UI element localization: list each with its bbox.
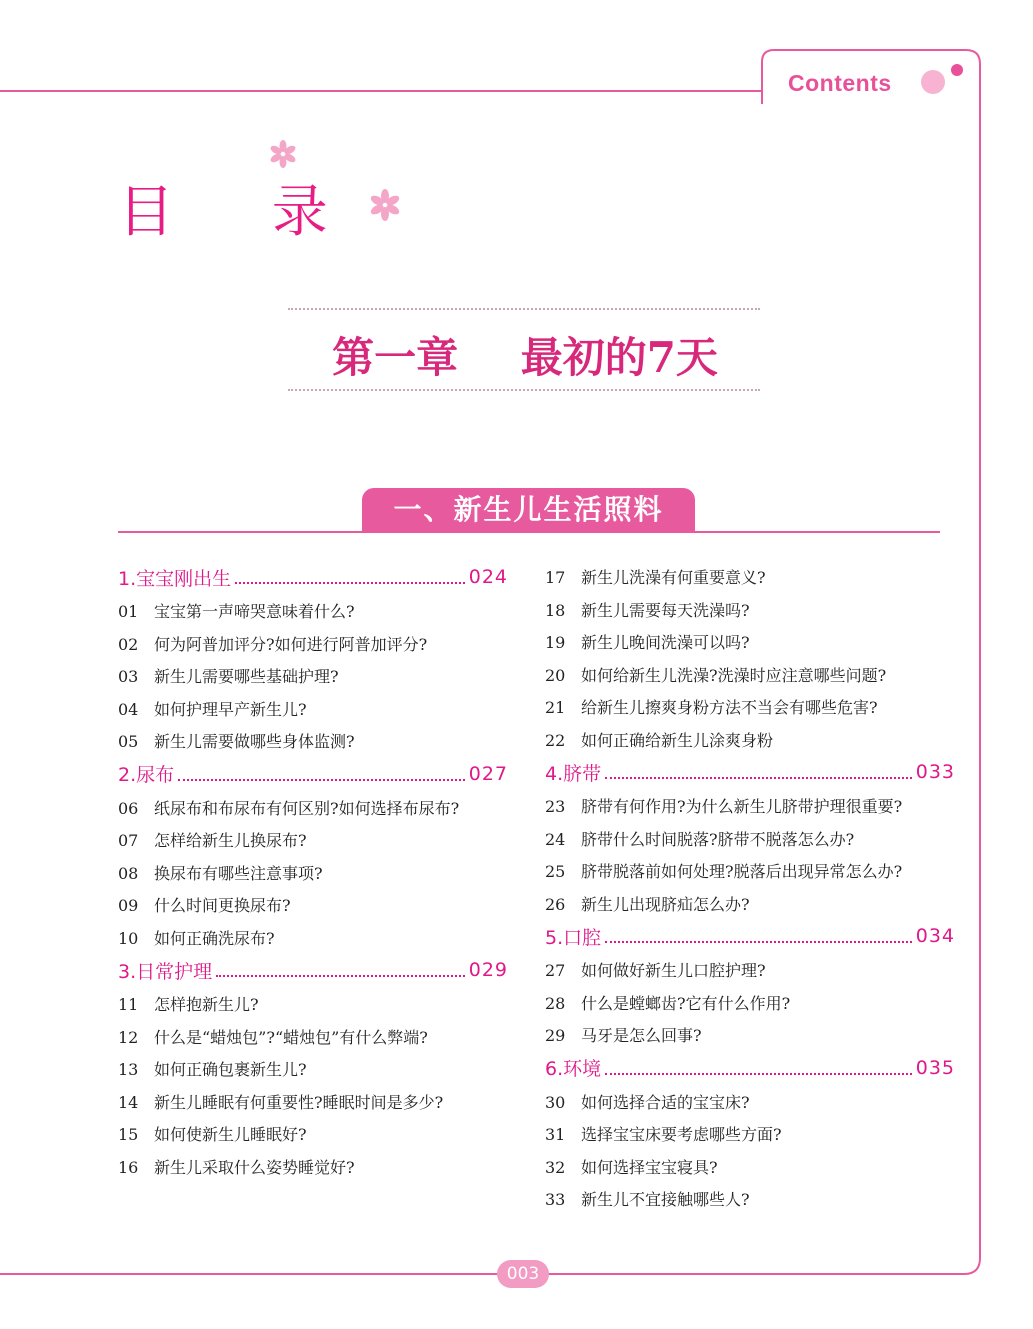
section-underline bbox=[118, 531, 940, 533]
toc-item[interactable] bbox=[545, 889, 955, 922]
toc-item-text: 如何做好新生儿口腔护理? bbox=[581, 961, 766, 980]
chapter-heading bbox=[290, 325, 760, 385]
toc-item-number: 12 bbox=[118, 1027, 139, 1047]
toc-item-text: 纸尿布和布尿布有何区别?如何选择布尿布? bbox=[154, 798, 460, 818]
toc-item-text: 如何正确洗尿布? bbox=[154, 928, 275, 948]
toc-item-text: 如何给新生儿洗澡?洗澡时应注意哪些问题? bbox=[581, 665, 887, 685]
toc-item-number: 19 bbox=[545, 633, 566, 652]
toc-item-text: 宝宝第一声啼哭意味着什么? bbox=[154, 602, 355, 621]
toc-category[interactable] bbox=[545, 921, 955, 951]
toc-item-text: 如何选择合适的宝宝床? bbox=[581, 1092, 750, 1112]
chapter-number: 第一章 bbox=[332, 333, 459, 382]
toc-item-text: 什么是“蜡烛包”?“蜡烛包”有什么弊端? bbox=[154, 1027, 428, 1047]
toc-category-name: 3.日常护理 bbox=[118, 960, 213, 983]
toc-item[interactable] bbox=[118, 890, 508, 923]
toc-item-number: 09 bbox=[118, 896, 139, 915]
toc-category-page: 024 bbox=[468, 566, 508, 588]
toc-item-number: 22 bbox=[545, 730, 566, 750]
contents-label: Contents bbox=[788, 70, 892, 96]
toc-item-text: 如何使新生儿睡眠好? bbox=[154, 1125, 307, 1144]
toc-item-text: 选择宝宝床要考虑哪些方面? bbox=[581, 1125, 782, 1144]
toc-item-text: 何为阿普加评分?如何进行阿普加评分? bbox=[154, 634, 428, 654]
toc-item-number: 23 bbox=[545, 797, 566, 816]
toc-item[interactable] bbox=[545, 725, 955, 758]
dot-leader bbox=[605, 765, 912, 779]
toc-item[interactable] bbox=[545, 1020, 955, 1053]
toc-item[interactable] bbox=[118, 858, 508, 891]
toc-item[interactable] bbox=[118, 1087, 508, 1120]
toc-item[interactable] bbox=[545, 692, 955, 725]
chapter-title: 最初的7天 bbox=[520, 333, 718, 382]
flower-decoration-2 bbox=[369, 189, 401, 221]
toc-item-text: 脐带有何作用?为什么新生儿脐带护理很重要? bbox=[581, 797, 903, 816]
toc-item-number: 10 bbox=[118, 928, 139, 948]
toc-item-text: 如何护理早产新生儿? bbox=[154, 699, 307, 719]
toc-item-number: 08 bbox=[118, 863, 139, 883]
toc-item[interactable] bbox=[118, 1152, 508, 1185]
toc-category[interactable] bbox=[118, 562, 508, 592]
toc-item-number: 06 bbox=[118, 798, 139, 818]
toc-item-text: 如何正确包裹新生儿? bbox=[154, 1060, 307, 1079]
toc-left-column bbox=[118, 562, 508, 1184]
toc-item[interactable] bbox=[545, 595, 955, 628]
toc-item[interactable] bbox=[545, 1087, 955, 1120]
toc-item-number: 18 bbox=[545, 600, 566, 620]
toc-item-text: 新生儿睡眠有何重要性?睡眠时间是多少? bbox=[154, 1092, 444, 1112]
toc-item[interactable] bbox=[118, 1054, 508, 1087]
toc-category-name: 1.宝宝刚出生 bbox=[118, 567, 232, 590]
toc-item[interactable] bbox=[118, 1022, 508, 1055]
toc-item[interactable] bbox=[118, 726, 508, 759]
toc-item-text: 如何选择宝宝寝具? bbox=[581, 1157, 718, 1177]
toc-item[interactable] bbox=[545, 824, 955, 857]
toc-item[interactable] bbox=[545, 791, 955, 824]
toc-item[interactable] bbox=[545, 627, 955, 660]
toc-category[interactable] bbox=[545, 1053, 955, 1083]
toc-item-text: 新生儿不宜接触哪些人? bbox=[581, 1190, 750, 1209]
toc-category-name: 5.口腔 bbox=[545, 926, 602, 949]
toc-item-number: 16 bbox=[118, 1157, 139, 1177]
toc-category-name: 6.环境 bbox=[545, 1058, 602, 1080]
toc-item-number: 31 bbox=[545, 1125, 566, 1144]
toc-item-text: 马牙是怎么回事? bbox=[581, 1026, 702, 1045]
dot-leader bbox=[216, 963, 465, 977]
toc-item-number: 02 bbox=[118, 634, 139, 654]
toc-item-text: 脐带脱落前如何处理?脱落后出现异常怎么办? bbox=[581, 862, 903, 881]
toc-category-page: 035 bbox=[915, 1056, 955, 1079]
toc-category-name: 4.脐带 bbox=[545, 762, 602, 785]
toc-item-number: 21 bbox=[545, 698, 566, 717]
toc-item-text: 新生儿需要每天洗澡吗? bbox=[581, 600, 750, 620]
toc-category-page: 027 bbox=[468, 762, 508, 785]
toc-item-number: 30 bbox=[545, 1092, 566, 1112]
chapter-divider-bottom bbox=[288, 389, 760, 391]
flower-decoration-1 bbox=[269, 140, 297, 168]
toc-category-page: 033 bbox=[915, 761, 955, 783]
toc-item-number: 05 bbox=[118, 732, 139, 751]
toc-item-number: 26 bbox=[545, 894, 566, 914]
toc-item-number: 04 bbox=[118, 699, 139, 719]
toc-item-text: 换尿布有哪些注意事项? bbox=[154, 863, 323, 883]
toc-item-number: 29 bbox=[545, 1026, 566, 1045]
toc-item-text: 如何正确给新生儿涂爽身粉 bbox=[581, 730, 774, 750]
toc-category-page: 034 bbox=[915, 925, 955, 947]
toc-item-number: 01 bbox=[118, 602, 139, 621]
toc-item-number: 07 bbox=[118, 831, 139, 850]
section-banner: 一、新生儿生活照料 bbox=[362, 488, 695, 532]
toc-item-text: 怎样给新生儿换尿布? bbox=[154, 831, 307, 850]
toc-item[interactable] bbox=[118, 825, 508, 858]
toc-item-text: 新生儿洗澡有何重要意义? bbox=[581, 568, 766, 587]
toc-category[interactable] bbox=[118, 759, 508, 789]
toc-item[interactable] bbox=[118, 596, 508, 629]
toc-item[interactable] bbox=[545, 856, 955, 889]
toc-item-text: 新生儿需要哪些基础护理? bbox=[154, 667, 339, 686]
toc-item-number: 15 bbox=[118, 1125, 139, 1144]
toc-item-number: 13 bbox=[118, 1060, 139, 1079]
toc-item[interactable] bbox=[545, 1184, 955, 1217]
toc-item-text: 什么是螳螂齿?它有什么作用? bbox=[581, 993, 791, 1013]
page-number: 003 bbox=[497, 1260, 549, 1288]
toc-item[interactable] bbox=[545, 955, 955, 988]
chapter-divider-top bbox=[288, 308, 760, 310]
toc-item-number: 33 bbox=[545, 1190, 566, 1209]
toc-item[interactable] bbox=[118, 793, 508, 826]
toc-item-text: 新生儿采取什么姿势睡觉好? bbox=[154, 1157, 355, 1177]
dot-leader bbox=[178, 767, 465, 781]
toc-item-number: 17 bbox=[545, 568, 566, 587]
dot-leader bbox=[605, 929, 912, 943]
toc-item-number: 20 bbox=[545, 665, 566, 685]
toc-item[interactable] bbox=[118, 923, 508, 956]
toc-item[interactable] bbox=[118, 1119, 508, 1152]
dot-leader bbox=[235, 570, 465, 584]
toc-item[interactable] bbox=[545, 660, 955, 693]
toc-item-number: 27 bbox=[545, 961, 566, 980]
toc-item[interactable] bbox=[118, 694, 508, 727]
toc-item-number: 32 bbox=[545, 1157, 566, 1177]
toc-item-number: 24 bbox=[545, 829, 566, 849]
toc-item[interactable] bbox=[545, 1152, 955, 1185]
toc-item[interactable] bbox=[118, 629, 508, 662]
toc-item-text: 脐带什么时间脱落?脐带不脱落怎么办? bbox=[581, 829, 855, 849]
toc-item-text: 什么时间更换尿布? bbox=[154, 896, 291, 915]
toc-item[interactable] bbox=[545, 1119, 955, 1152]
toc-item-number: 03 bbox=[118, 667, 139, 686]
toc-category[interactable] bbox=[545, 757, 955, 787]
toc-item-number: 11 bbox=[118, 995, 139, 1014]
dot-leader bbox=[605, 1061, 912, 1075]
toc-category-name: 2.尿布 bbox=[118, 764, 175, 786]
toc-item-text: 怎样抱新生儿? bbox=[154, 995, 259, 1014]
toc-item-number: 28 bbox=[545, 993, 566, 1013]
toc-item[interactable] bbox=[118, 989, 508, 1022]
toc-item[interactable] bbox=[545, 562, 955, 595]
page-title: 目 录 bbox=[118, 180, 368, 245]
toc-item-text: 新生儿出现脐疝怎么办? bbox=[581, 894, 750, 914]
toc-item-text: 新生儿需要做哪些身体监测? bbox=[154, 732, 355, 751]
toc-item-number: 25 bbox=[545, 862, 566, 881]
toc-right-column bbox=[545, 562, 955, 1217]
toc-item[interactable] bbox=[118, 661, 508, 694]
toc-item-text: 新生儿晚间洗澡可以吗? bbox=[581, 633, 750, 652]
toc-category[interactable] bbox=[118, 955, 508, 985]
toc-item-text: 给新生儿擦爽身粉方法不当会有哪些危害? bbox=[581, 698, 878, 717]
toc-category-page: 029 bbox=[468, 959, 508, 981]
toc-item[interactable] bbox=[545, 988, 955, 1021]
toc-item-number: 14 bbox=[118, 1092, 139, 1112]
